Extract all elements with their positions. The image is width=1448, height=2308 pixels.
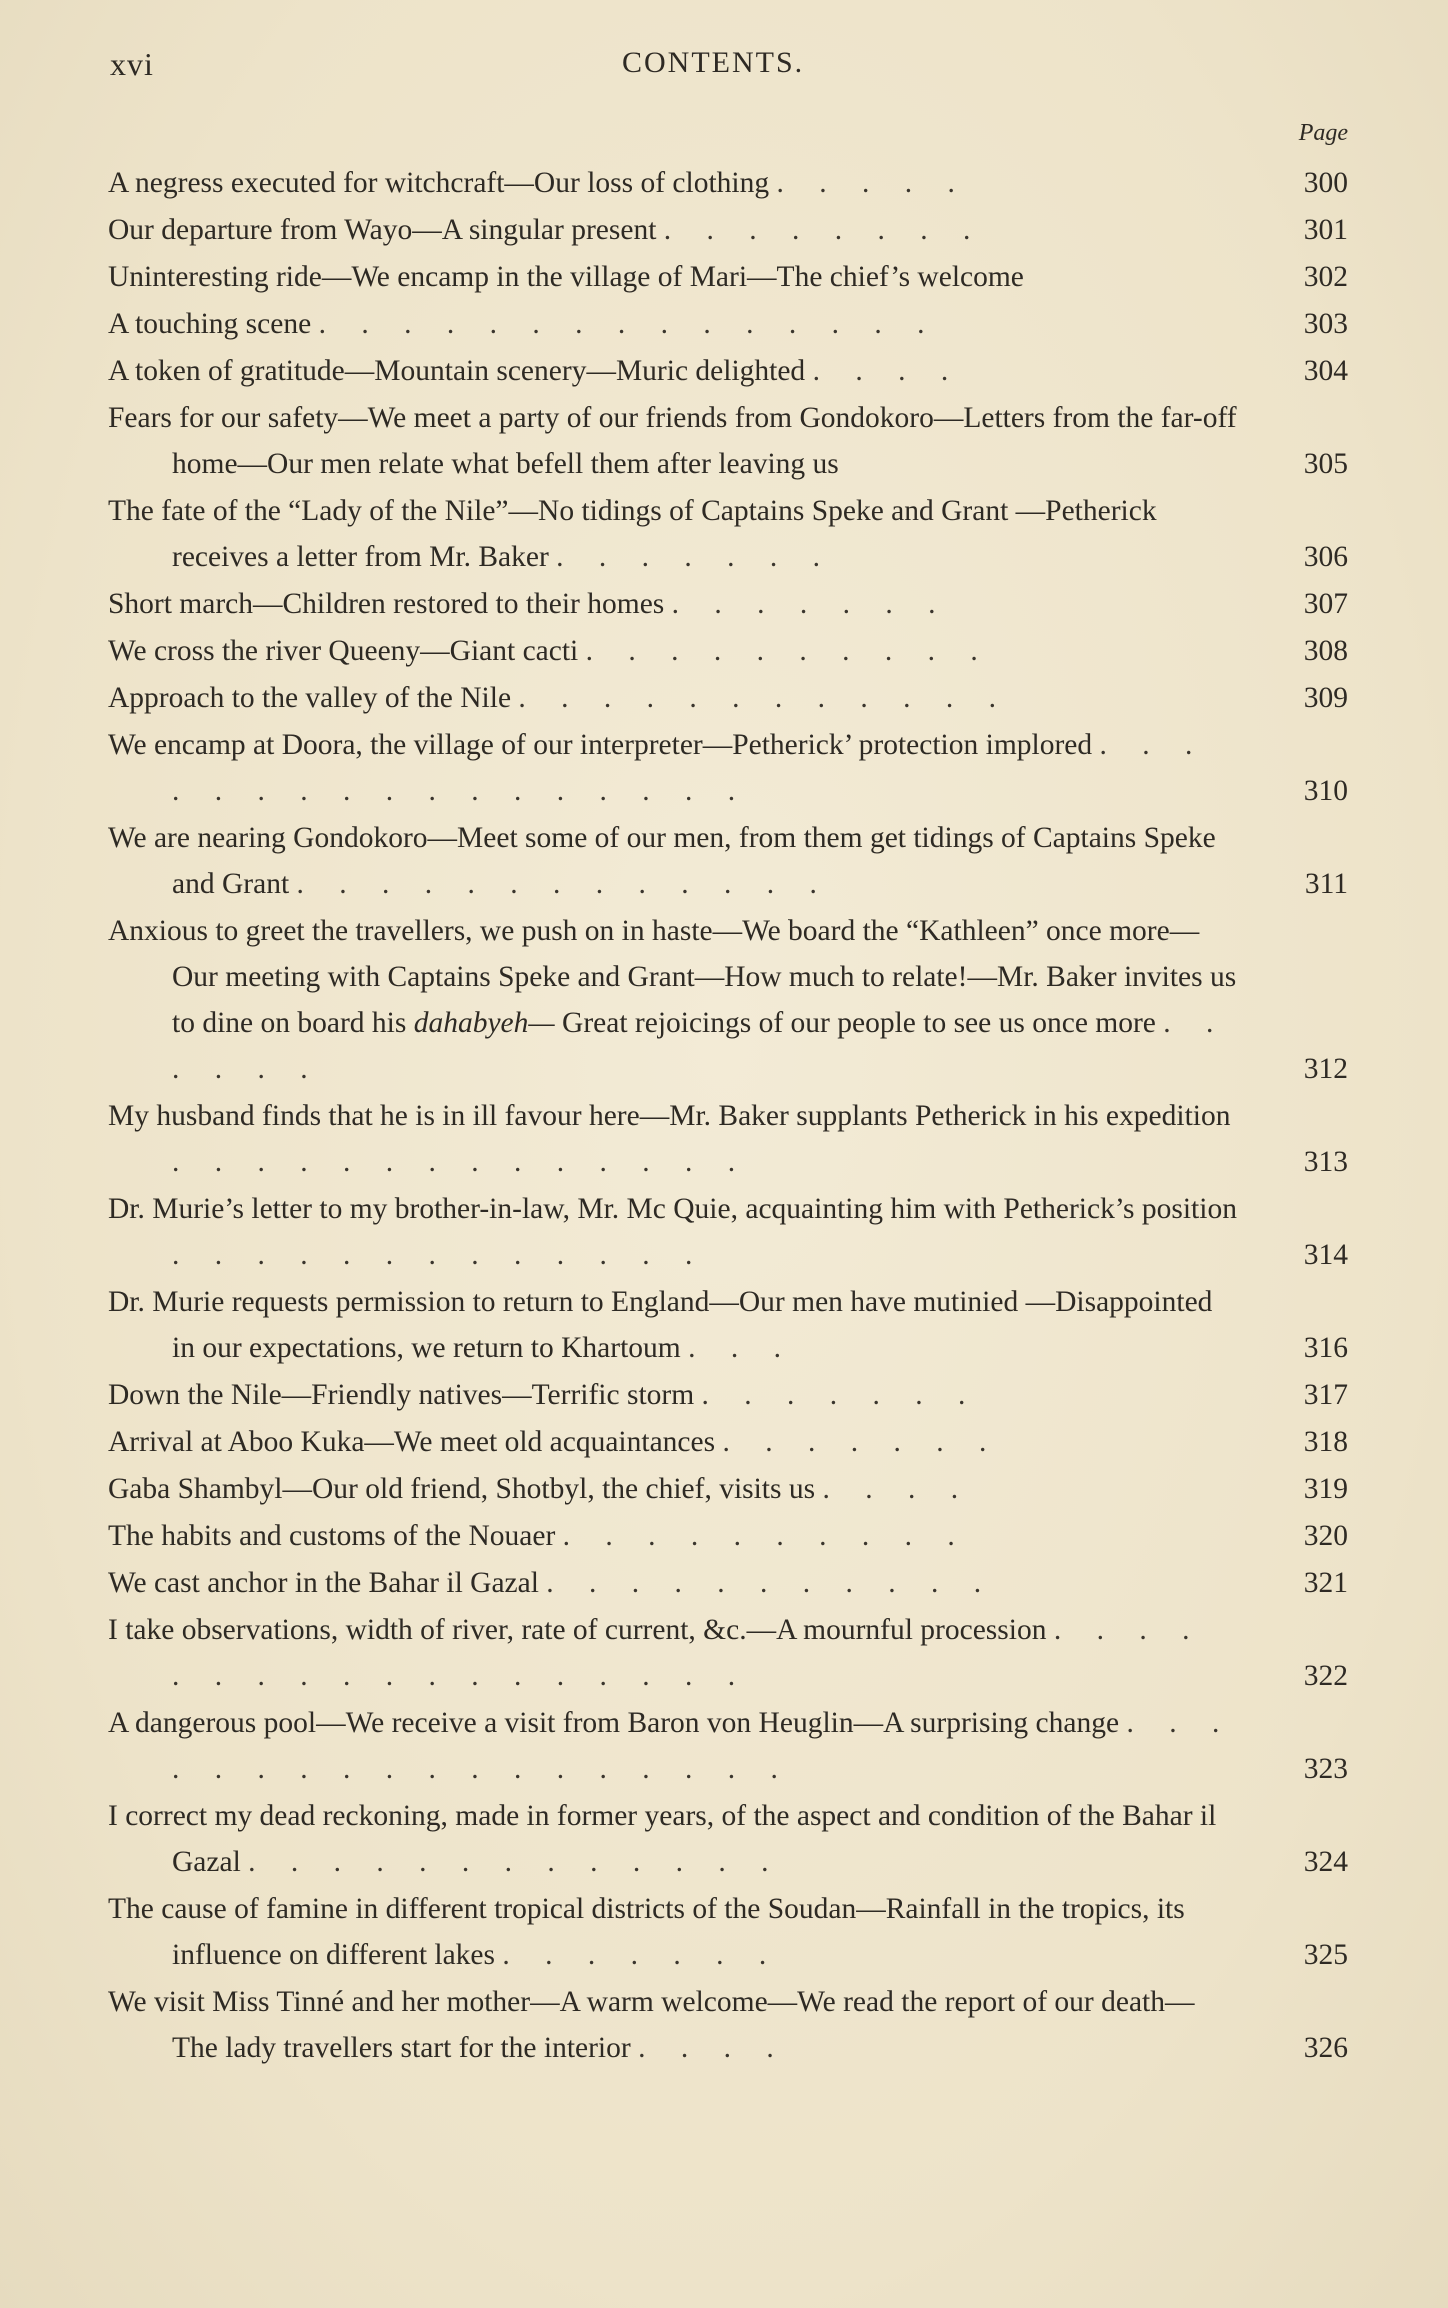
dot-leader: . . . . . . .: [556, 541, 835, 573]
entry-page-number: 310: [1303, 775, 1348, 807]
entry-title: We cast anchor in the Bahar il Gazal: [108, 1567, 539, 1599]
page-header: [110, 46, 1350, 86]
dot-leader: . . . . . .: [172, 1007, 1228, 1085]
entry-page-number: 308: [1303, 635, 1348, 667]
entry-title: The habits and customs of the Nouaer: [108, 1520, 556, 1552]
entry-page-number: 321: [1303, 1567, 1348, 1599]
entry-page-number: 314: [1303, 1239, 1348, 1271]
dot-leader: . . . . . . . . . . . . .: [248, 1846, 783, 1878]
dot-leader: . . . . . . . . . .: [585, 635, 992, 667]
entry-title: My husband finds that he is in ill favour here—Mr. Baker supplants Petherick in his expedition: [108, 1100, 1231, 1132]
entry-page-number: 325: [1303, 1939, 1348, 1971]
entry-title: I correct my dead reckoning, made in former years, of the aspect and condition of the Bahar il Gazal: [108, 1800, 1217, 1878]
entry-page-number: 303: [1303, 308, 1348, 340]
contents-list: [108, 160, 1348, 2072]
dot-leader: . . . . . . .: [701, 1379, 980, 1411]
toc-entry: [108, 1466, 1348, 1512]
toc-entry: [108, 675, 1348, 721]
toc-entry: [108, 1093, 1348, 1185]
entry-page-number: 319: [1303, 1473, 1348, 1505]
entry-page-number: 322: [1303, 1660, 1348, 1692]
toc-entry: [108, 1279, 1348, 1371]
entry-title: We cross the river Queeny—Giant cacti: [108, 635, 579, 667]
entry-title: Dr. Murie requests permission to return to England—Our men have mutinied —Disappointed in our expectations, we return to Khartoum: [108, 1286, 1213, 1364]
entry-title: We are nearing Gondokoro—Meet some of our men, from them get tidings of Captains Speke and Grant: [108, 822, 1216, 900]
toc-entry: [108, 1513, 1348, 1559]
toc-entry: [108, 1979, 1348, 2071]
page-column-label: Page: [1298, 120, 1348, 146]
entry-title: Our departure from Wayo—A singular present: [108, 214, 657, 246]
toc-entry: [108, 348, 1348, 394]
entry-page-number: 320: [1303, 1520, 1348, 1552]
dot-leader: . . . . . . . . . . . .: [518, 682, 1011, 714]
dot-leader: . . . . . . . . . .: [562, 1520, 969, 1552]
entry-title: The fate of the “Lady of the Nile”—No tidings of Captains Speke and Grant —Petherick receives a letter from Mr. Baker: [108, 495, 1157, 573]
toc-entry: [108, 1793, 1348, 1885]
entry-title-italic: dahabyeh—: [413, 1007, 555, 1039]
toc-entry: [108, 1560, 1348, 1606]
toc-entry: [108, 1186, 1348, 1278]
entry-title: Gaba Shambyl—Our old friend, Shotbyl, the chief, visits us: [108, 1473, 816, 1505]
toc-entry: [108, 395, 1348, 487]
dot-leader: . . . . . . . . . . . . . . . . .: [172, 729, 1207, 807]
dot-leader: . . . . . . .: [502, 1939, 781, 1971]
entry-page-number: 312: [1303, 1053, 1348, 1085]
entry-title: A negress executed for witchcraft—Our loss of clothing: [108, 167, 770, 199]
dot-leader: . . .: [688, 1332, 795, 1364]
toc-entry: [108, 1886, 1348, 1978]
entry-page-number: 306: [1303, 541, 1348, 573]
dot-leader: . . . .: [638, 2032, 788, 2064]
toc-entry: [108, 301, 1348, 347]
entry-page-number: 313: [1303, 1146, 1348, 1178]
entry-title: We encamp at Doora, the village of our interpreter—Petherick’ protection implored: [108, 729, 1093, 761]
dot-leader: . . . . . . . . . . . . . . . . . .: [172, 1614, 1204, 1692]
entry-page-number: 318: [1303, 1426, 1348, 1458]
entry-title: Dr. Murie’s letter to my brother-in-law, Mr. Mc Quie, acquainting him with Petherick’s position: [108, 1193, 1237, 1225]
toc-entry: [108, 628, 1348, 674]
entry-title: The cause of famine in different tropical districts of the Soudan—Rainfall in the tropics, its influence on different lakes: [108, 1893, 1185, 1971]
entry-title: Fears for our safety—We meet a party of our friends from Gondokoro—Letters from the far-off home—Our men relate what befell them after leaving us: [108, 402, 1237, 480]
dot-leader: . . . . . . . .: [663, 214, 985, 246]
entry-page-number: 317: [1303, 1379, 1348, 1411]
entry-title-continued: Great rejoicings of our people to see us once more: [562, 1007, 1156, 1039]
page-folio: xvi: [110, 46, 154, 82]
toc-entry: [108, 1700, 1348, 1792]
entry-title: A touching scene: [108, 308, 312, 340]
entry-page-number: 323: [1303, 1753, 1348, 1785]
entry-page-number: 301: [1303, 214, 1348, 246]
entry-page-number: 307: [1303, 588, 1348, 620]
toc-entry: [108, 1607, 1348, 1699]
entry-page-number: 305: [1303, 448, 1348, 480]
entry-title: A token of gratitude—Mountain scenery—Muric delighted: [108, 355, 806, 387]
dot-leader: . . . . . . . . . . . . . .: [172, 1146, 750, 1178]
dot-leader: . . . . . . . . . . . . . . . . . .: [172, 1707, 1234, 1785]
entry-page-number: 300: [1303, 167, 1348, 199]
toc-entry: [108, 1372, 1348, 1418]
entry-page-number: 311: [1304, 868, 1348, 900]
dot-leader: . . . . . . .: [722, 1426, 1001, 1458]
toc-entry: [108, 581, 1348, 627]
dot-leader: . . . . . . . . . . . . . . .: [318, 308, 939, 340]
entry-title: Anxious to greet the travellers, we push on in haste—We board the “Kathleen” once more—Our meeting with Captains Speke and Grant—How much to relate!—Mr. Baker invites us to dine on board his: [108, 915, 1237, 1039]
toc-entry: [108, 160, 1348, 206]
entry-title: We visit Miss Tinné and her mother—A warm welcome—We read the report of our death—The lady travellers start for the interior: [108, 1986, 1195, 2064]
dot-leader: . . . . . . . . . . .: [546, 1567, 996, 1599]
entry-title: A dangerous pool—We receive a visit from Baron von Heuglin—A surprising change: [108, 1707, 1120, 1739]
entry-title: Arrival at Aboo Kuka—We meet old acquaintances: [108, 1426, 716, 1458]
entry-page-number: 324: [1303, 1846, 1348, 1878]
entry-page-number: 304: [1303, 355, 1348, 387]
dot-leader: . . . . . . . . . . . . .: [172, 1239, 707, 1271]
entry-page-number: 326: [1303, 2032, 1348, 2064]
entry-page-number: 302: [1303, 261, 1348, 293]
entry-title: Down the Nile—Friendly natives—Terrific storm: [108, 1379, 695, 1411]
toc-entry: [108, 908, 1348, 1092]
dot-leader: . . . . .: [776, 167, 969, 199]
entry-title: Short march—Children restored to their homes: [108, 588, 665, 620]
toc-entry: [108, 207, 1348, 253]
entry-page-number: 316: [1303, 1332, 1348, 1364]
toc-entry: [108, 488, 1348, 580]
entry-title: I take observations, width of river, rate of current, &c.—A mournful procession: [108, 1614, 1047, 1646]
running-head: CONTENTS.: [622, 46, 805, 79]
toc-entry: [108, 254, 1348, 300]
toc-entry: [108, 815, 1348, 907]
dot-leader: . . . .: [822, 1473, 973, 1505]
entry-page-number: 309: [1303, 682, 1348, 714]
dot-leader: . . . . . . .: [671, 588, 950, 620]
toc-entry: [108, 1419, 1348, 1465]
entry-title: Approach to the valley of the Nile: [108, 682, 512, 714]
dot-leader: . . . .: [812, 355, 963, 387]
dot-leader: . . . . . . . . . . . . .: [296, 868, 831, 900]
toc-entry: [108, 722, 1348, 814]
entry-title: Uninteresting ride—We encamp in the village of Mari—The chief’s welcome: [108, 261, 1024, 293]
